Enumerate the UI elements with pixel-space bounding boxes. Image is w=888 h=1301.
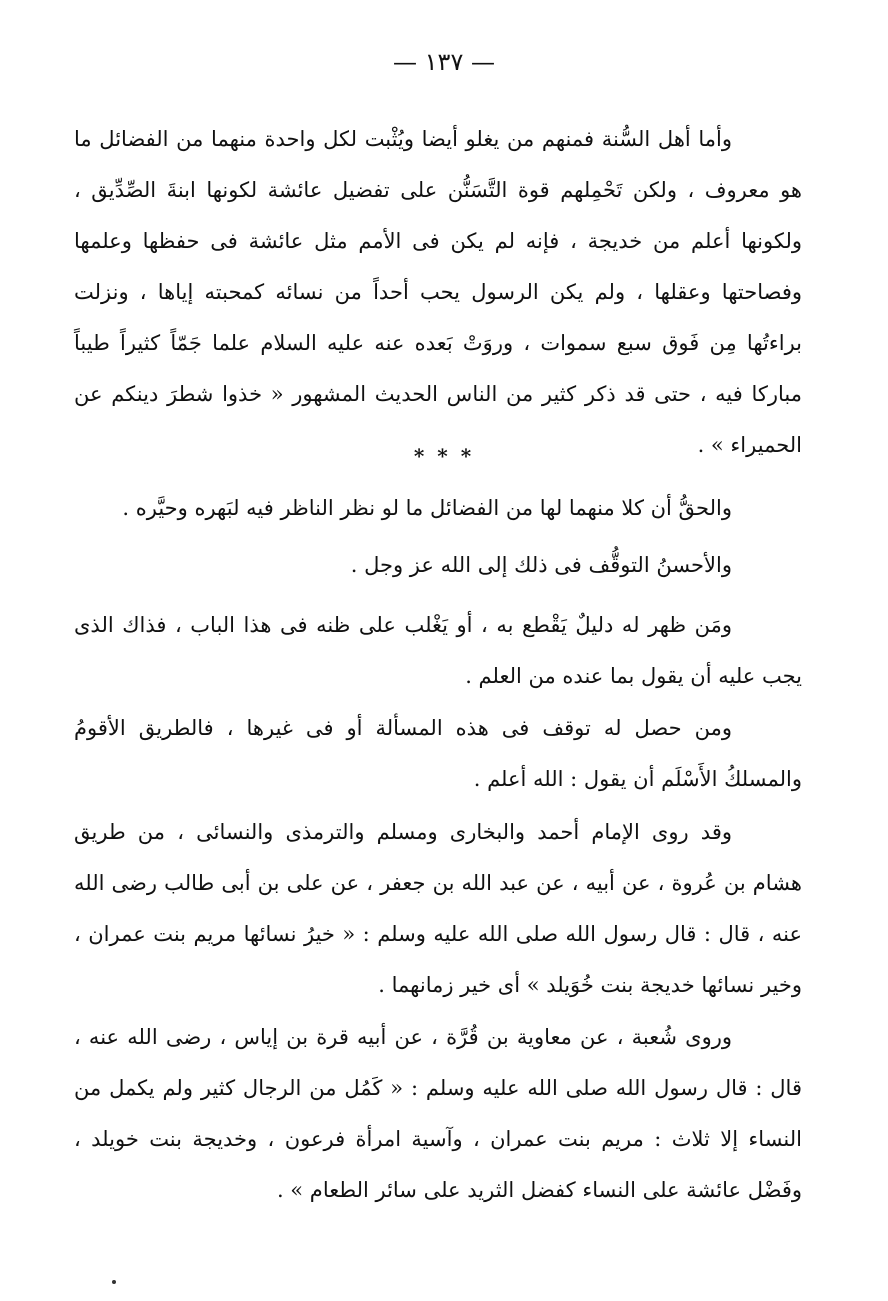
paragraph-hadith-shuba <box>74 1012 802 1216</box>
paragraph-text: وروى شُعبة ، عن معاوية بن قُرَّة ، عن أبيه قرة بن إياس ، رضى الله عنه ، قال : قال رسول الله صلى الله عليه وسلم : « كَمُل من الرجال كثير ولم يكمل من النساء إلا ثلاث : مريم بنت عمران ، وآسية امرأة فرعون ، وخديجة بنت خويلد ، وفَضْل عائشة على النساء كفضل الثريد على سائر الطعام » . <box>74 1025 802 1202</box>
paragraph-text: ومَن ظهر له دليلٌ يَقْطع به ، أو يَغْلب على ظنه فى هذا الباب ، فذاك الذى يجب عليه أن يقول بما عنده من العلم . <box>74 613 802 688</box>
paragraph-abstain <box>74 703 802 805</box>
section-separator: * * * <box>413 444 475 468</box>
paragraph-text: والأحسنُ التوقُّف فى ذلك إلى الله عز وجل . <box>350 553 732 577</box>
paragraph-text: وقد روى الإمام أحمد والبخارى ومسلم والترمذى والنسائى ، من طريق هشام بن عُروة ، عن أبيه ، عن عبد الله بن جعفر ، عن على بن أبى طالب رضى الله عنه ، قال : قال رسول الله صلى الله عليه وسلم : « خيرُ نسائها مريم بنت عمران ، وخير نسائها خديجة بنت خُوَيلد » أى خير زمانهما . <box>74 820 802 997</box>
paragraph-truth <box>74 483 802 534</box>
paragraph-text: وأما أهل السُّنة فمنهم من يغلو أيضا ويُثْبت لكل واحدة منهما من الفضائل ما هو معروف ، ولكن تَحْمِلهم قوة التَّسَنُّن على تفضيل عائشة لكونها ابنةَ الصِّدِّيق ، ولكونها أعلم من خديجة ، فإنه لم يكن فى الأمم مثل عائشة فى حفظها وعلمها وفصاحتها وعقلها ، ولم يكن الرسول يحب أحداً من نسائه كمحبته إياها ، ونزلت براءتُها مِن فَوق سبع سموات ، وروَتْ بَعده عنه عليه السلام علما جَمّاً كثيراً طيباً مباركا فيه ، حتى قد ذكر كثير من الناس الحديث المشهور « خذوا شطرَ دينكم عن الحميراء » . <box>74 127 802 457</box>
paragraph-aisha-virtues <box>74 114 802 471</box>
paragraph-text: والحقُّ أن كلا منهما لها من الفضائل ما لو نظر الناظر فيه لبَهره وحيَّره . <box>122 496 732 520</box>
paragraph-evidence <box>74 600 802 702</box>
paragraph-best-pause <box>74 540 802 591</box>
paragraph-text: ومن حصل له توقف فى هذه المسألة أو فى غيرها ، فالطريق الأقومُ والمسلكُ الأَسْلَم أن يقول : الله أعلم . <box>74 716 802 791</box>
ink-speck <box>112 1280 116 1284</box>
page-number: — ١٣٧ — <box>393 48 495 76</box>
paragraph-hadith-ali <box>74 807 802 1011</box>
